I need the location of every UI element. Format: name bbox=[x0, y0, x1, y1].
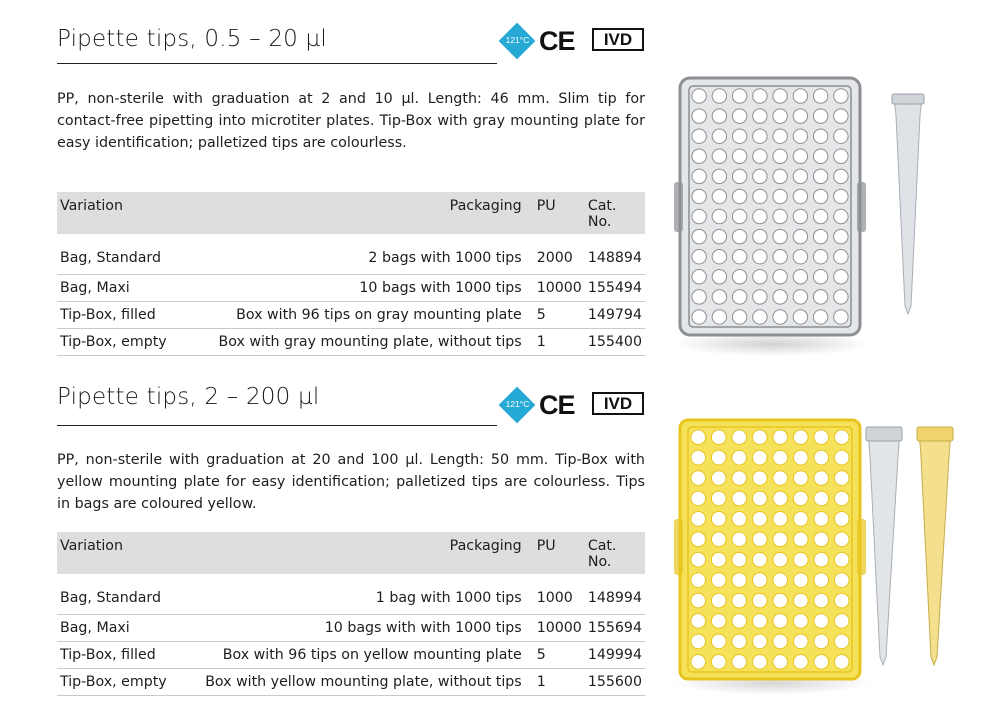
table-row bbox=[57, 329, 645, 356]
table-row bbox=[57, 574, 645, 615]
rack-hole bbox=[732, 614, 747, 629]
rack-hole bbox=[752, 471, 767, 486]
cell-variation: Tip-Box, filled bbox=[57, 642, 202, 669]
rack-hole bbox=[691, 654, 706, 669]
cell-cat-no: 148994 bbox=[585, 574, 645, 615]
rack-hole bbox=[814, 654, 829, 669]
rack-hole bbox=[814, 614, 829, 629]
rack-hole bbox=[691, 430, 706, 445]
cell-packaging: Box with gray mounting plate, without tips bbox=[207, 329, 534, 356]
rack-hole bbox=[834, 430, 849, 445]
rack-hole bbox=[834, 109, 848, 123]
rack-hole bbox=[712, 290, 726, 304]
cell-cat-no: 155494 bbox=[585, 275, 645, 302]
rack-hole bbox=[813, 249, 827, 263]
rack-hole bbox=[793, 89, 807, 103]
rack-hole bbox=[773, 189, 787, 203]
certification-marks bbox=[501, 388, 649, 422]
rack-hole bbox=[793, 614, 808, 629]
rack-hole bbox=[712, 189, 726, 203]
rack-hole bbox=[813, 310, 827, 324]
rack-hole bbox=[834, 229, 848, 243]
rack-hole bbox=[793, 129, 807, 143]
rack-hole bbox=[813, 189, 827, 203]
rack-hole bbox=[752, 532, 767, 547]
rack-hole bbox=[813, 229, 827, 243]
cell-pu: 10000 bbox=[534, 615, 585, 642]
rack-hole bbox=[691, 614, 706, 629]
rack-hole bbox=[692, 169, 706, 183]
rack-hole bbox=[732, 169, 746, 183]
rack-hole bbox=[752, 593, 767, 608]
rack-hole bbox=[773, 593, 788, 608]
rack-hole bbox=[773, 270, 787, 284]
product-description: PP, non-sterile with graduation at 2 and 10 µl. Length: 46 mm. Slim tip for contact-free pipetting into microtiter plates. Tip-Box with gray mounting plate for easy identification; palletized tips are colourless. bbox=[57, 91, 645, 151]
rack-hole bbox=[773, 491, 788, 506]
rack-hole bbox=[711, 532, 726, 547]
rack-hole bbox=[834, 149, 848, 163]
rack-hole bbox=[732, 290, 746, 304]
rack-hole bbox=[712, 249, 726, 263]
gray-rack bbox=[674, 78, 866, 335]
rack-hole bbox=[732, 270, 746, 284]
rack-hole bbox=[691, 512, 706, 527]
pipette-tip-clear bbox=[866, 427, 902, 665]
cell-variation: Bag, Maxi bbox=[57, 615, 202, 642]
order-table bbox=[57, 192, 645, 356]
rack-hole bbox=[712, 149, 726, 163]
rack-hole bbox=[732, 471, 747, 486]
rack-hole bbox=[814, 512, 829, 527]
autoclave-temperature: 121°C bbox=[505, 35, 530, 45]
rack-hole bbox=[732, 189, 746, 203]
rack-hole bbox=[773, 552, 788, 567]
rack-hole bbox=[793, 430, 808, 445]
gray-tip-box-photo bbox=[672, 74, 972, 360]
cell-pu: 1 bbox=[534, 669, 585, 696]
rack-hole bbox=[793, 229, 807, 243]
rack-hole bbox=[691, 634, 706, 649]
rack-hole bbox=[691, 573, 706, 588]
rack-hole bbox=[814, 532, 829, 547]
rack-hole bbox=[793, 532, 808, 547]
rack-hole bbox=[712, 229, 726, 243]
rack-hole bbox=[793, 593, 808, 608]
rack-hole bbox=[834, 189, 848, 203]
cell-cat-no: 148894 bbox=[585, 234, 645, 275]
rack-hole bbox=[813, 149, 827, 163]
rack-hole bbox=[793, 209, 807, 223]
table-header-row bbox=[57, 192, 645, 234]
rack-hole bbox=[814, 552, 829, 567]
rack-hole bbox=[834, 450, 849, 465]
rack-hole bbox=[793, 491, 808, 506]
rack-hole bbox=[773, 109, 787, 123]
rack-hole bbox=[752, 552, 767, 567]
rack-hole bbox=[712, 270, 726, 284]
cell-pu: 2000 bbox=[534, 234, 585, 275]
rack-hole bbox=[692, 270, 706, 284]
rack-hole bbox=[793, 270, 807, 284]
table-row bbox=[57, 615, 645, 642]
ivd-mark: IVD bbox=[592, 28, 644, 51]
rack-hole bbox=[814, 593, 829, 608]
rack-hole bbox=[793, 512, 808, 527]
rack-hole bbox=[793, 189, 807, 203]
rack-hole bbox=[692, 89, 706, 103]
title-divider bbox=[57, 425, 497, 426]
rack-hole bbox=[753, 169, 767, 183]
header-pu: PU bbox=[534, 532, 585, 574]
rack-hole bbox=[711, 614, 726, 629]
rack-hole bbox=[793, 249, 807, 263]
rack-hole bbox=[773, 532, 788, 547]
rack-hole bbox=[773, 149, 787, 163]
rack-hole bbox=[692, 229, 706, 243]
rack-hole bbox=[692, 290, 706, 304]
rack-hole bbox=[813, 89, 827, 103]
rack-hole bbox=[814, 450, 829, 465]
rack-hole bbox=[711, 512, 726, 527]
section-title: Pipette tips, 2 – 200 µl bbox=[57, 384, 320, 410]
cell-variation: Bag, Standard bbox=[57, 234, 207, 275]
rack-hole bbox=[773, 654, 788, 669]
cell-pu: 1 bbox=[534, 329, 585, 356]
rack-hole bbox=[773, 614, 788, 629]
cell-cat-no: 155694 bbox=[585, 615, 645, 642]
certification-marks bbox=[501, 24, 649, 58]
cell-variation: Tip-Box, empty bbox=[57, 669, 202, 696]
product-description: PP, non-sterile with graduation at 20 and 100 µl. Length: 50 mm. Tip-Box with yellow mounting plate for easy identification; palletized tips are colourless. Tips in bags are coloured yellow. bbox=[57, 452, 645, 512]
rack-hole bbox=[732, 129, 746, 143]
rack-hole bbox=[773, 89, 787, 103]
rack-hole bbox=[773, 310, 787, 324]
rack-hole bbox=[814, 634, 829, 649]
rack-hole bbox=[773, 169, 787, 183]
rack-hole bbox=[834, 654, 849, 669]
cell-packaging: Box with 96 tips on gray mounting plate bbox=[207, 302, 534, 329]
rack-hole bbox=[834, 290, 848, 304]
pipette-tip-yellow bbox=[917, 427, 953, 665]
rack-hole bbox=[773, 129, 787, 143]
header-variation: Variation bbox=[57, 532, 202, 574]
rack-hole bbox=[732, 450, 747, 465]
cell-packaging: 10 bags with 1000 tips bbox=[207, 275, 534, 302]
rack-hole bbox=[834, 512, 849, 527]
rack-hole bbox=[732, 532, 747, 547]
rack-hole bbox=[834, 129, 848, 143]
rack-hole bbox=[732, 491, 747, 506]
cell-variation: Bag, Standard bbox=[57, 574, 202, 615]
header-pu: PU bbox=[534, 192, 585, 234]
rack-hole bbox=[692, 189, 706, 203]
cell-pu: 1000 bbox=[534, 574, 585, 615]
ivd-mark: IVD bbox=[592, 392, 644, 415]
rack-hole bbox=[732, 229, 746, 243]
product-section-2-200ul bbox=[0, 365, 1000, 719]
rack-hole bbox=[834, 471, 849, 486]
rack-hole bbox=[773, 450, 788, 465]
rack-hole bbox=[712, 129, 726, 143]
cell-pu: 5 bbox=[534, 642, 585, 669]
rack-hole bbox=[793, 471, 808, 486]
rack-hole bbox=[773, 634, 788, 649]
rack-hole bbox=[732, 573, 747, 588]
rack-hole bbox=[753, 270, 767, 284]
rack-hole bbox=[712, 209, 726, 223]
rack-hole bbox=[711, 450, 726, 465]
rack-hole bbox=[711, 654, 726, 669]
rack-hole bbox=[773, 290, 787, 304]
rack-hole bbox=[732, 552, 747, 567]
rack-hole bbox=[732, 634, 747, 649]
rack-hole bbox=[793, 654, 808, 669]
rack-hole bbox=[732, 109, 746, 123]
ce-mark: CE bbox=[539, 390, 575, 420]
rack-hole bbox=[834, 249, 848, 263]
ce-mark: CE bbox=[539, 26, 575, 56]
rack-hole bbox=[732, 654, 747, 669]
table-row bbox=[57, 234, 645, 275]
rack-hole bbox=[711, 471, 726, 486]
rack-hole bbox=[752, 491, 767, 506]
cell-packaging: Box with yellow mounting plate, without tips bbox=[202, 669, 534, 696]
rack-hole bbox=[712, 310, 726, 324]
rack-hole bbox=[712, 109, 726, 123]
rack-hole bbox=[691, 552, 706, 567]
autoclave-temperature: 121°C bbox=[505, 399, 530, 409]
rack-hole bbox=[834, 491, 849, 506]
cell-variation: Bag, Maxi bbox=[57, 275, 207, 302]
cell-pu: 5 bbox=[534, 302, 585, 329]
rack-hole bbox=[793, 573, 808, 588]
rack-hole bbox=[711, 552, 726, 567]
rack-hole bbox=[752, 573, 767, 588]
cell-packaging: 10 bags with with 1000 tips bbox=[202, 615, 534, 642]
rack-hole bbox=[753, 290, 767, 304]
cell-packaging: 1 bag with 1000 tips bbox=[202, 574, 534, 615]
rack-hole bbox=[834, 593, 849, 608]
rack-hole bbox=[752, 512, 767, 527]
rack-hole bbox=[692, 109, 706, 123]
rack-hole bbox=[692, 209, 706, 223]
rack-hole bbox=[712, 169, 726, 183]
rack-hole bbox=[753, 149, 767, 163]
rack-hole bbox=[773, 512, 788, 527]
cell-cat-no: 149994 bbox=[585, 642, 645, 669]
rack-hole bbox=[793, 310, 807, 324]
rack-hole bbox=[732, 593, 747, 608]
rack-hole bbox=[752, 450, 767, 465]
rack-hole bbox=[752, 654, 767, 669]
rack-hole bbox=[834, 270, 848, 284]
rack-hole bbox=[793, 149, 807, 163]
rack-hole bbox=[711, 634, 726, 649]
rack-hole bbox=[773, 430, 788, 445]
rack-hole bbox=[711, 593, 726, 608]
rack-hole bbox=[834, 169, 848, 183]
rack-hole bbox=[711, 573, 726, 588]
rack-hole bbox=[793, 290, 807, 304]
rack-hole bbox=[813, 290, 827, 304]
rack-hole bbox=[834, 532, 849, 547]
rack-hole bbox=[753, 249, 767, 263]
rack-hole bbox=[813, 209, 827, 223]
rack-hole bbox=[813, 169, 827, 183]
section-title: Pipette tips, 0.5 – 20 µl bbox=[57, 26, 327, 52]
rack-hole bbox=[732, 89, 746, 103]
rack-hole bbox=[691, 532, 706, 547]
table-row bbox=[57, 669, 645, 696]
rack-hole bbox=[732, 512, 747, 527]
header-packaging: Packaging bbox=[202, 532, 534, 574]
header-variation: Variation bbox=[57, 192, 207, 234]
header-packaging: Packaging bbox=[207, 192, 534, 234]
rack-hole bbox=[732, 249, 746, 263]
rack-hole bbox=[732, 209, 746, 223]
cell-cat-no: 149794 bbox=[585, 302, 645, 329]
rack-hole bbox=[753, 109, 767, 123]
rack-hole bbox=[752, 430, 767, 445]
rack-hole bbox=[753, 89, 767, 103]
rack-hole bbox=[834, 552, 849, 567]
rack-hole bbox=[732, 310, 746, 324]
table-row bbox=[57, 302, 645, 329]
rack-hole bbox=[753, 209, 767, 223]
table-header-row bbox=[57, 532, 645, 574]
rack-hole bbox=[753, 310, 767, 324]
title-divider bbox=[57, 63, 497, 64]
cell-pu: 10000 bbox=[534, 275, 585, 302]
rack-hole bbox=[712, 89, 726, 103]
rack-hole bbox=[793, 450, 808, 465]
rack-hole bbox=[813, 109, 827, 123]
cell-cat-no: 155600 bbox=[585, 669, 645, 696]
rack-hole bbox=[753, 129, 767, 143]
rack-hole bbox=[834, 614, 849, 629]
rack-hole bbox=[691, 491, 706, 506]
yellow-rack bbox=[674, 420, 866, 679]
header-cat-no: Cat. No. bbox=[585, 192, 645, 234]
rack-hole bbox=[691, 450, 706, 465]
rack-hole bbox=[752, 614, 767, 629]
rack-hole bbox=[793, 169, 807, 183]
rack-hole bbox=[834, 634, 849, 649]
rack-hole bbox=[814, 573, 829, 588]
table-row bbox=[57, 642, 645, 669]
header-cat-no: Cat. No. bbox=[585, 532, 645, 574]
rack-hole bbox=[814, 471, 829, 486]
cell-cat-no: 155400 bbox=[585, 329, 645, 356]
rack-hole bbox=[711, 491, 726, 506]
rack-hole bbox=[834, 573, 849, 588]
rack-hole bbox=[773, 249, 787, 263]
yellow-tip-box-photo bbox=[672, 417, 972, 717]
table-row bbox=[57, 275, 645, 302]
rack-hole bbox=[692, 149, 706, 163]
rack-hole bbox=[814, 491, 829, 506]
rack-hole bbox=[793, 552, 808, 567]
cell-packaging: 2 bags with 1000 tips bbox=[207, 234, 534, 275]
rack-hole bbox=[793, 634, 808, 649]
rack-hole bbox=[753, 229, 767, 243]
rack-hole bbox=[793, 109, 807, 123]
rack-hole bbox=[773, 209, 787, 223]
rack-hole bbox=[773, 229, 787, 243]
rack-hole bbox=[732, 430, 747, 445]
rack-hole bbox=[692, 249, 706, 263]
rack-hole bbox=[813, 270, 827, 284]
cell-variation: Tip-Box, filled bbox=[57, 302, 207, 329]
cell-packaging: Box with 96 tips on yellow mounting plate bbox=[202, 642, 534, 669]
rack-hole bbox=[814, 430, 829, 445]
rack-hole bbox=[711, 430, 726, 445]
rack-hole bbox=[834, 310, 848, 324]
rack-hole bbox=[691, 471, 706, 486]
rack-hole bbox=[752, 634, 767, 649]
pipette-tip-clear bbox=[892, 94, 924, 314]
rack-hole bbox=[753, 189, 767, 203]
rack-hole bbox=[773, 573, 788, 588]
rack-hole bbox=[834, 89, 848, 103]
rack-hole bbox=[834, 209, 848, 223]
rack-hole bbox=[692, 310, 706, 324]
rack-hole bbox=[732, 149, 746, 163]
rack-hole bbox=[773, 471, 788, 486]
rack-hole bbox=[691, 593, 706, 608]
rack-hole bbox=[813, 129, 827, 143]
order-table bbox=[57, 532, 645, 696]
rack-hole bbox=[692, 129, 706, 143]
cell-variation: Tip-Box, empty bbox=[57, 329, 207, 356]
